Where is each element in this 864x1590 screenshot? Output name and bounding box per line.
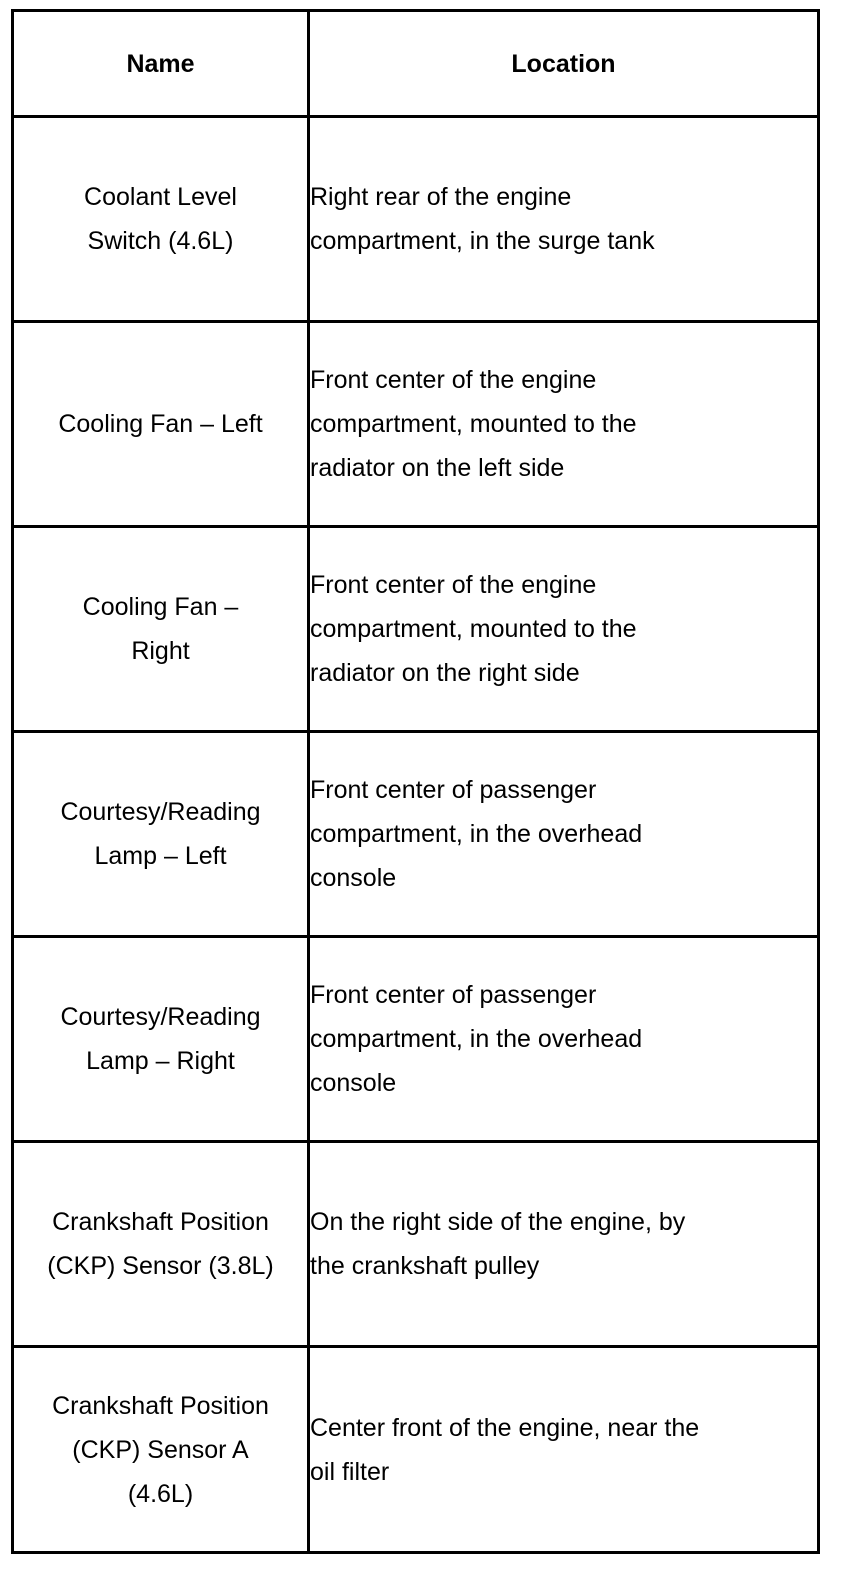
header-row	[13, 11, 819, 117]
name-cell: Cooling Fan – Left	[13, 322, 309, 527]
table-row	[13, 527, 819, 732]
table-row	[13, 1347, 819, 1553]
location-cell: Center front of the engine, near the oil filter	[309, 1347, 819, 1553]
name-cell: Coolant Level Switch (4.6L)	[13, 117, 309, 322]
table-row	[13, 322, 819, 527]
component-location-table	[11, 9, 820, 1554]
location-cell: On the right side of the engine, by the crankshaft pulley	[309, 1142, 819, 1347]
name-cell: Crankshaft Position (CKP) Sensor A (4.6L)	[13, 1347, 309, 1553]
location-cell: Right rear of the engine compartment, in the surge tank	[309, 117, 819, 322]
table-header	[13, 11, 819, 117]
name-cell: Cooling Fan – Right	[13, 527, 309, 732]
table-body	[13, 117, 819, 1553]
location-cell: Front center of the engine compartment, mounted to the radiator on the right side	[309, 527, 819, 732]
name-cell: Courtesy/Reading Lamp – Left	[13, 732, 309, 937]
name-cell: Courtesy/Reading Lamp – Right	[13, 937, 309, 1142]
table-row	[13, 732, 819, 937]
location-cell: Front center of the engine compartment, mounted to the radiator on the left side	[309, 322, 819, 527]
name-column-header: Name	[13, 11, 309, 117]
component-location-table-frame	[11, 9, 817, 1554]
location-cell: Front center of passenger compartment, in the overhead console	[309, 937, 819, 1142]
name-cell: Crankshaft Position (CKP) Sensor (3.8L)	[13, 1142, 309, 1347]
table-row	[13, 1142, 819, 1347]
location-column-header: Location	[309, 11, 819, 117]
table-row	[13, 937, 819, 1142]
table-row	[13, 117, 819, 322]
location-cell: Front center of passenger compartment, in the overhead console	[309, 732, 819, 937]
